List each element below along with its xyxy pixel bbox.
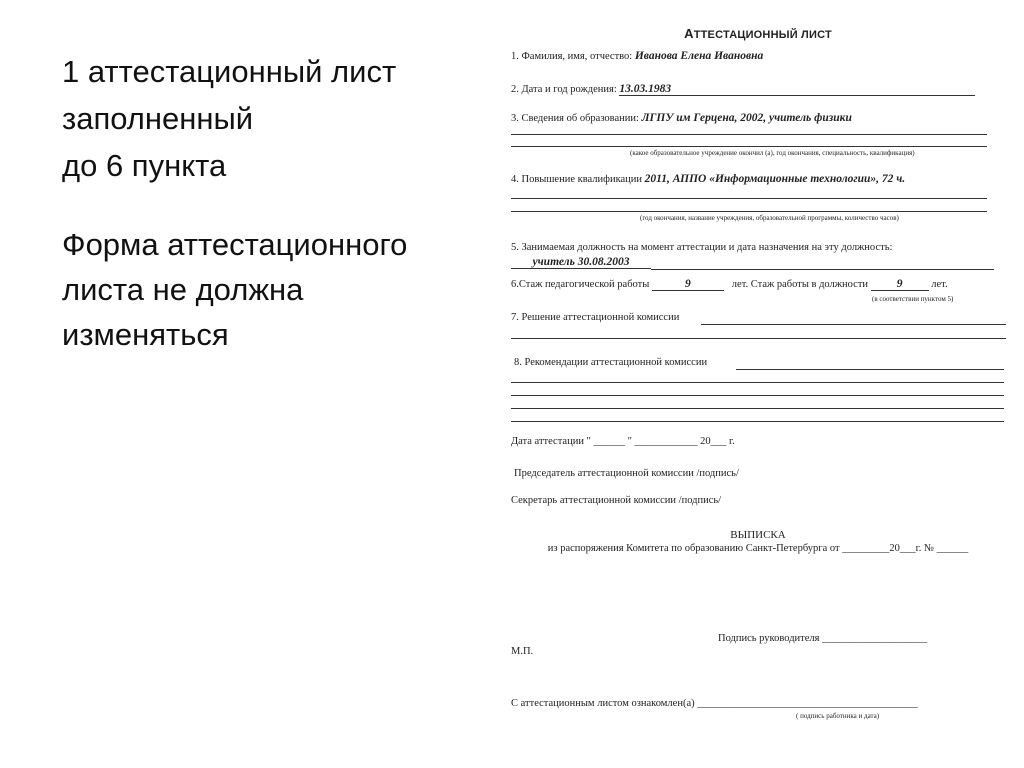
- field-1: 1. Фамилия, имя, отчество: Иванова Елена Ивановна: [511, 50, 764, 62]
- secretary-signature: Секретарь аттестационной комиссии /подпись/: [511, 495, 722, 506]
- slide-text: [62, 48, 482, 358]
- slide-line-2: заполненный: [62, 101, 254, 137]
- extract-title: ВЫПИСКА: [730, 529, 786, 541]
- slide-line-6: изменяться: [62, 317, 229, 353]
- attestation-form: [508, 22, 1008, 750]
- field-6: 6.Стаж педагогической работы 9 лет. Стаж работы в должности 9 лет.: [511, 278, 948, 290]
- chairman-signature: Председатель аттестационной комиссии /подпись/: [514, 468, 739, 479]
- field-4: 4. Повышение квалификации 2011, АППО «Информационные технологии», 72 ч.: [511, 173, 906, 185]
- head-signature: Подпись руководителя ____________________: [718, 633, 928, 644]
- form-title: АТТЕСТАЦИОННЫЙ ЛИСТ: [684, 26, 832, 41]
- field-3-hint: (какое образовательное учреждение окончил (а), год окончания, специальность, квалификация): [630, 149, 915, 157]
- slide-line-4: Форма аттестационного: [62, 227, 408, 263]
- slide-line-5: листа не должна: [62, 272, 304, 308]
- field-3: 3. Сведения об образовании: ЛГПУ им Герцена, 2002, учитель физики: [511, 112, 852, 124]
- field-5-value: учитель 30.08.2003: [511, 256, 651, 269]
- field-7: 7. Решение аттестационной комиссии: [511, 312, 680, 323]
- field-8: 8. Рекомендации аттестационной комиссии: [514, 357, 708, 368]
- field-4-hint: (год окончания, название учреждения, образовательной программы, количество часов): [640, 214, 899, 222]
- slide-line-3: до 6 пункта: [62, 148, 227, 184]
- extract-text: из распоряжения Комитета по образованию Санкт-Петербурга от _________20___г. № ______: [547, 543, 969, 554]
- field-5: 5. Занимаемая должность на момент аттестации и дата назначения на эту должность:: [511, 242, 893, 253]
- acquainted-hint: ( подпись работника и дата): [796, 712, 880, 720]
- acquainted-line: С аттестационным листом ознакомлен(а) __________________________________________: [511, 698, 918, 709]
- attestation-date: Дата аттестации " ______ " ____________ 20___ г.: [511, 436, 735, 447]
- stamp-place: М.П.: [511, 646, 534, 657]
- field-6-hint: (в соответствии пунктом 5): [872, 295, 954, 303]
- field-2: 2. Дата и год рождения: 13.03.1983: [511, 83, 975, 96]
- slide-line-1: 1 аттестационный лист: [62, 54, 397, 89]
